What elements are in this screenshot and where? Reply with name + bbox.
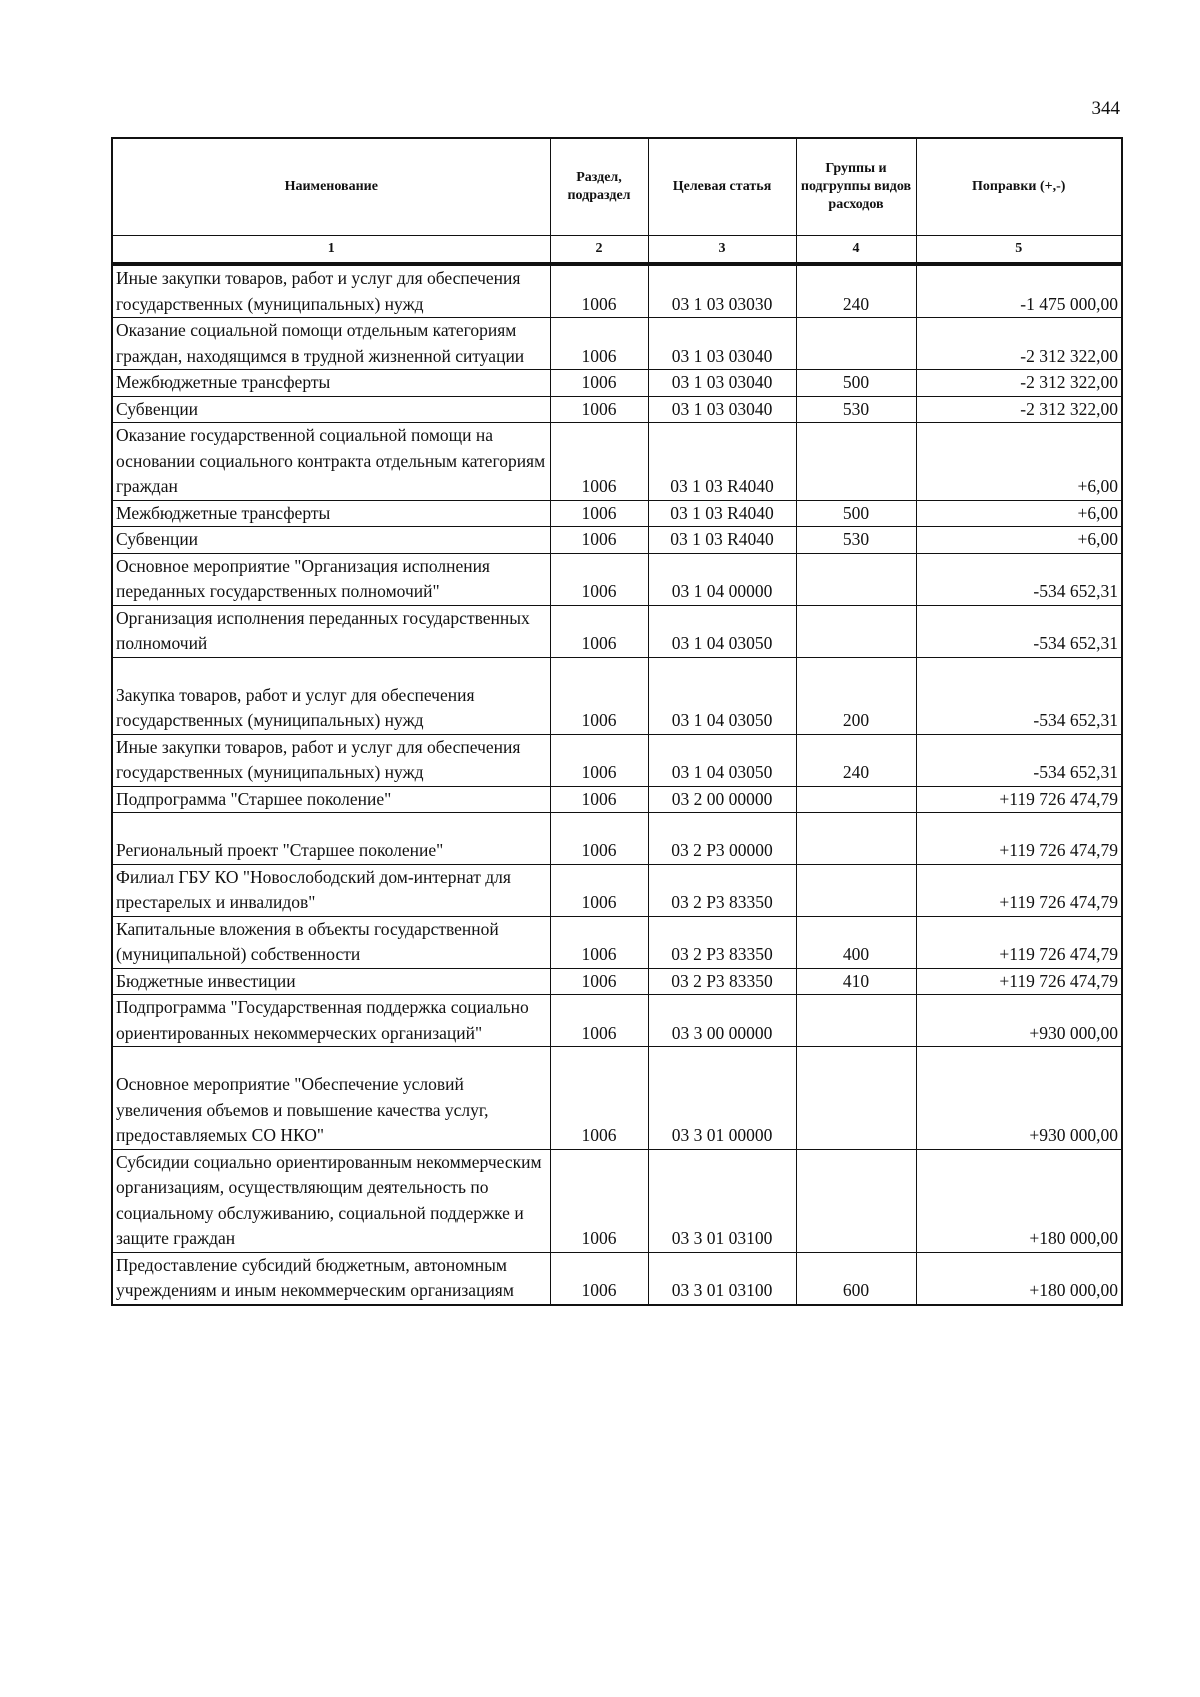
header-name: Наименование xyxy=(112,138,550,236)
row-amount: +119 726 474,79 xyxy=(916,864,1122,916)
row-section: 1006 xyxy=(550,370,648,397)
row-amount: -2 312 322,00 xyxy=(916,318,1122,370)
row-article: 03 2 P3 83350 xyxy=(648,968,796,995)
row-group: 410 xyxy=(796,968,916,995)
table-row xyxy=(112,657,1122,734)
row-article: 03 2 P3 83350 xyxy=(648,864,796,916)
row-name: Предоставление субсидий бюджетным, автономным учреждениям и иным некоммерческим организациям xyxy=(112,1252,550,1305)
table-row xyxy=(112,605,1122,657)
row-group: 500 xyxy=(796,370,916,397)
row-group xyxy=(796,553,916,605)
row-group: 530 xyxy=(796,527,916,554)
row-amount: -534 652,31 xyxy=(916,734,1122,786)
table-row xyxy=(112,370,1122,397)
row-name: Бюджетные инвестиции xyxy=(112,968,550,995)
header-group: Группы и подгруппы видов расходов xyxy=(796,138,916,236)
row-article: 03 3 00 00000 xyxy=(648,995,796,1047)
table-column-numbers-row xyxy=(112,236,1122,265)
row-section: 1006 xyxy=(550,1047,648,1150)
row-section: 1006 xyxy=(550,734,648,786)
row-group xyxy=(796,605,916,657)
row-amount: +930 000,00 xyxy=(916,995,1122,1047)
table-header-row xyxy=(112,138,1122,236)
row-group: 240 xyxy=(796,734,916,786)
row-section: 1006 xyxy=(550,968,648,995)
row-section: 1006 xyxy=(550,500,648,527)
table-row xyxy=(112,318,1122,370)
row-article: 03 1 04 03050 xyxy=(648,734,796,786)
row-name: Закупка товаров, работ и услуг для обеспечения государственных (муниципальных) нужд xyxy=(112,657,550,734)
row-name: Филиал ГБУ КО "Новослободский дом-интернат для престарелых и инвалидов" xyxy=(112,864,550,916)
row-section: 1006 xyxy=(550,657,648,734)
row-article: 03 2 00 00000 xyxy=(648,786,796,813)
row-article: 03 3 01 03100 xyxy=(648,1252,796,1305)
row-amount: +119 726 474,79 xyxy=(916,968,1122,995)
row-amount: +180 000,00 xyxy=(916,1149,1122,1252)
row-section: 1006 xyxy=(550,318,648,370)
table-row xyxy=(112,423,1122,501)
row-name: Субсидии социально ориентированным некоммерческим организациям, осуществляющим деятельность по социальному обслуживанию, социальной поддержке и защите граждан xyxy=(112,1149,550,1252)
row-name: Межбюджетные трансферты xyxy=(112,500,550,527)
row-article: 03 1 04 03050 xyxy=(648,605,796,657)
row-amount: -2 312 322,00 xyxy=(916,396,1122,423)
table-row xyxy=(112,786,1122,813)
row-group: 500 xyxy=(796,500,916,527)
row-section: 1006 xyxy=(550,864,648,916)
row-group xyxy=(796,1047,916,1150)
row-amount: +6,00 xyxy=(916,500,1122,527)
row-name: Иные закупки товаров, работ и услуг для обеспечения государственных (муниципальных) нужд xyxy=(112,264,550,318)
row-amount: -534 652,31 xyxy=(916,553,1122,605)
column-number: 3 xyxy=(648,236,796,265)
row-section: 1006 xyxy=(550,605,648,657)
row-name: Капитальные вложения в объекты государственной (муниципальной) собственности xyxy=(112,916,550,968)
row-amount: -534 652,31 xyxy=(916,605,1122,657)
header-article: Целевая статья xyxy=(648,138,796,236)
header-amount: Поправки (+,-) xyxy=(916,138,1122,236)
budget-amendments-table xyxy=(111,137,1123,1306)
row-group xyxy=(796,864,916,916)
row-article: 03 1 04 03050 xyxy=(648,657,796,734)
row-name: Подпрограмма "Государственная поддержка социально ориентированных некоммерческих организаций" xyxy=(112,995,550,1047)
row-article: 03 3 01 03100 xyxy=(648,1149,796,1252)
row-group xyxy=(796,1149,916,1252)
row-name: Оказание государственной социальной помощи на основании социального контракта отдельным категориям граждан xyxy=(112,423,550,501)
column-number: 1 xyxy=(112,236,550,265)
table-row xyxy=(112,553,1122,605)
row-section: 1006 xyxy=(550,553,648,605)
row-section: 1006 xyxy=(550,264,648,318)
row-group xyxy=(796,318,916,370)
row-name: Оказание социальной помощи отдельным категориям граждан, находящимся в трудной жизненной ситуации xyxy=(112,318,550,370)
page-number: 344 xyxy=(1091,98,1120,119)
row-section: 1006 xyxy=(550,786,648,813)
table-row xyxy=(112,995,1122,1047)
row-name: Региональный проект "Старшее поколение" xyxy=(112,813,550,865)
table-row xyxy=(112,264,1122,318)
row-article: 03 1 03 R4040 xyxy=(648,423,796,501)
table-row xyxy=(112,864,1122,916)
header-section: Раздел, подраздел xyxy=(550,138,648,236)
row-section: 1006 xyxy=(550,995,648,1047)
table-row xyxy=(112,916,1122,968)
row-amount: +6,00 xyxy=(916,527,1122,554)
column-number: 2 xyxy=(550,236,648,265)
row-group: 600 xyxy=(796,1252,916,1305)
row-article: 03 1 03 03040 xyxy=(648,370,796,397)
row-article: 03 1 03 R4040 xyxy=(648,500,796,527)
row-article: 03 2 P3 00000 xyxy=(648,813,796,865)
row-amount: +119 726 474,79 xyxy=(916,916,1122,968)
row-section: 1006 xyxy=(550,813,648,865)
row-amount: -534 652,31 xyxy=(916,657,1122,734)
row-amount: +119 726 474,79 xyxy=(916,813,1122,865)
row-group xyxy=(796,423,916,501)
row-amount: -1 475 000,00 xyxy=(916,264,1122,318)
table-row xyxy=(112,527,1122,554)
row-amount: +180 000,00 xyxy=(916,1252,1122,1305)
row-name: Организация исполнения переданных государственных полномочий xyxy=(112,605,550,657)
table-row xyxy=(112,1047,1122,1150)
row-section: 1006 xyxy=(550,423,648,501)
column-number: 5 xyxy=(916,236,1122,265)
row-amount: +6,00 xyxy=(916,423,1122,501)
row-section: 1006 xyxy=(550,396,648,423)
row-group xyxy=(796,813,916,865)
row-group xyxy=(796,995,916,1047)
row-name: Межбюджетные трансферты xyxy=(112,370,550,397)
row-amount: +930 000,00 xyxy=(916,1047,1122,1150)
table-row xyxy=(112,500,1122,527)
row-group: 200 xyxy=(796,657,916,734)
row-group xyxy=(796,786,916,813)
row-section: 1006 xyxy=(550,1149,648,1252)
row-section: 1006 xyxy=(550,916,648,968)
row-group: 240 xyxy=(796,264,916,318)
row-article: 03 1 04 00000 xyxy=(648,553,796,605)
table-row xyxy=(112,813,1122,865)
row-amount: +119 726 474,79 xyxy=(916,786,1122,813)
table-row xyxy=(112,1149,1122,1252)
row-name: Основное мероприятие "Обеспечение условий увеличения объемов и повышение качества услуг, предоставляемых СО НКО" xyxy=(112,1047,550,1150)
row-article: 03 1 03 03040 xyxy=(648,318,796,370)
row-name: Субвенции xyxy=(112,527,550,554)
row-group: 400 xyxy=(796,916,916,968)
row-article: 03 2 P3 83350 xyxy=(648,916,796,968)
row-article: 03 1 03 03030 xyxy=(648,264,796,318)
row-group: 530 xyxy=(796,396,916,423)
row-article: 03 1 03 R4040 xyxy=(648,527,796,554)
row-article: 03 3 01 00000 xyxy=(648,1047,796,1150)
row-section: 1006 xyxy=(550,1252,648,1305)
table-row xyxy=(112,1252,1122,1305)
row-name: Иные закупки товаров, работ и услуг для обеспечения государственных (муниципальных) нужд xyxy=(112,734,550,786)
column-number: 4 xyxy=(796,236,916,265)
row-name: Подпрограмма "Старшее поколение" xyxy=(112,786,550,813)
table-row xyxy=(112,396,1122,423)
row-article: 03 1 03 03040 xyxy=(648,396,796,423)
row-name: Субвенции xyxy=(112,396,550,423)
row-amount: -2 312 322,00 xyxy=(916,370,1122,397)
row-name: Основное мероприятие "Организация исполнения переданных государственных полномочий" xyxy=(112,553,550,605)
table-row xyxy=(112,734,1122,786)
table-row xyxy=(112,968,1122,995)
row-section: 1006 xyxy=(550,527,648,554)
